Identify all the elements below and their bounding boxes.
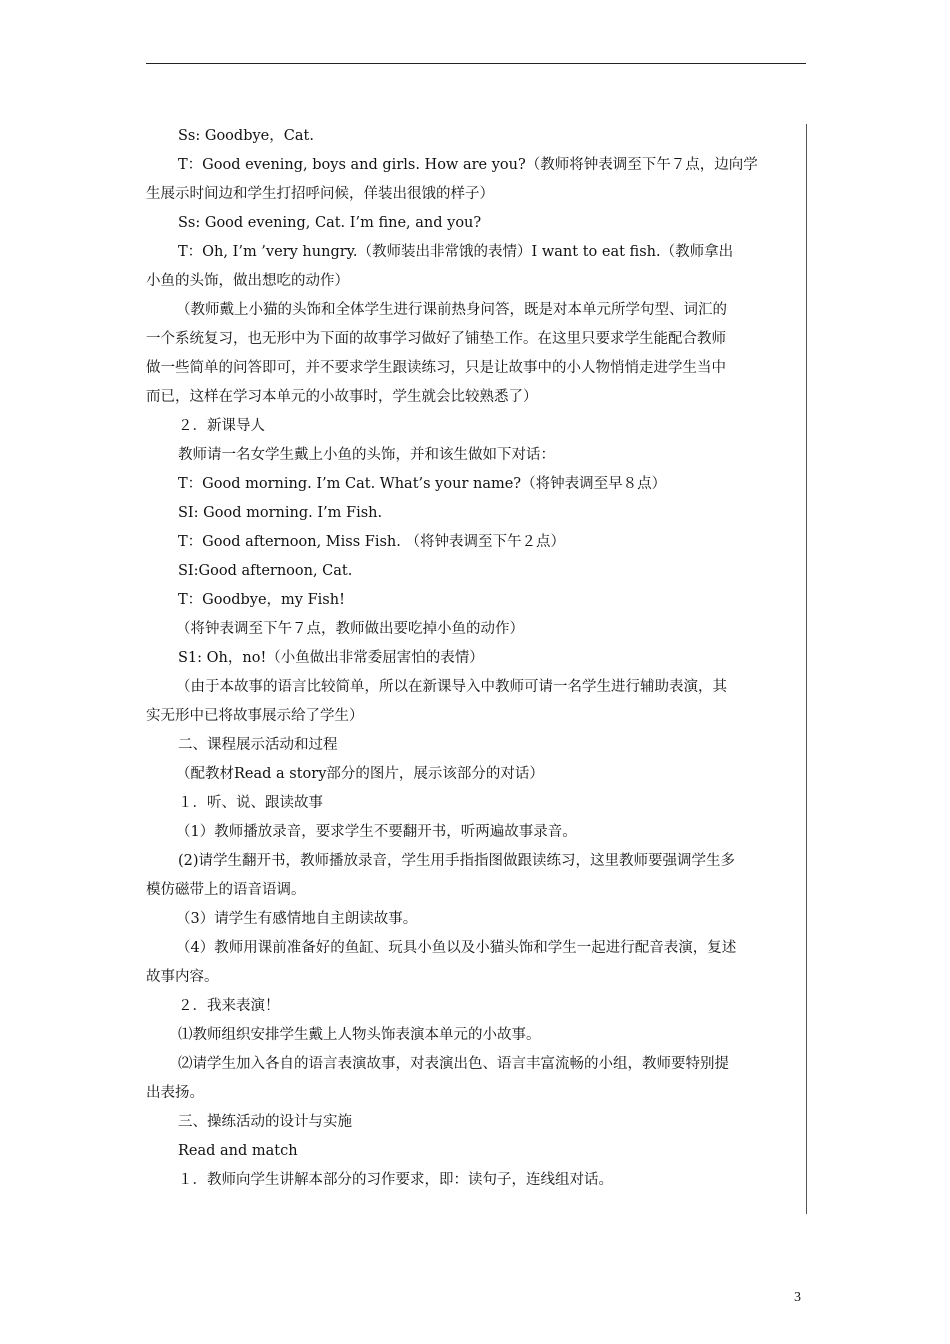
document-body	[146, 122, 806, 1195]
step-line-continued: 故事内容。	[146, 969, 219, 985]
step-line-continued: 出表扬。	[146, 1085, 204, 1101]
dialogue-line-continued: 生展示时间边和学生打招呼问候，佯装出很饿的样子）	[146, 186, 494, 202]
dialogue-line: S1: Oh，no!（小鱼做出非常委屈害怕的表情）	[178, 650, 484, 666]
page-number: 3	[794, 1290, 801, 1305]
note-paragraph-line: 一个系统复习，也无形中为下面的故事学习做好了铺垫工作。在这里只要求学生能配合教师	[146, 331, 726, 347]
section-heading: １．听、说、跟读故事	[178, 795, 323, 811]
note-paragraph-line: （由于本故事的语言比较简单，所以在新课导入中教师可请一名学生进行辅助表演，其	[176, 679, 727, 695]
step-line: （3）请学生有感情地自主朗读故事。	[176, 911, 418, 927]
note-paragraph-line: 实无形中已将故事展示给了学生）	[146, 708, 364, 724]
dialogue-line: T：Good afternoon, Miss Fish. （将钟表调至下午２点）	[178, 534, 565, 550]
step-line: （1）教师播放录音，要求学生不要翻开书，听两遍故事录音。	[176, 824, 577, 840]
section-heading: 二、课程展示活动和过程	[178, 737, 338, 753]
step-line: ⑴教师组织安排学生戴上人物头饰表演本单元的小故事。	[178, 1027, 541, 1043]
dialogue-line: T：Good morning. I’m Cat. What’s your name?（将钟表调至早８点）	[178, 476, 667, 492]
header-rule	[146, 63, 806, 64]
dialogue-line: T：Good evening, boys and girls. How are you?（教师将钟表调至下午７点，边向学	[178, 157, 758, 173]
dialogue-line: T：Goodbye，my Fish!	[178, 592, 345, 608]
step-line-continued: 模仿磁带上的语音语调。	[146, 882, 306, 898]
section-heading: ２．我来表演！	[178, 998, 280, 1014]
dialogue-line: Ss: Good evening, Cat. I’m fine, and you?	[178, 215, 482, 231]
dialogue-line: SI: Good morning. I’m Fish.	[178, 505, 383, 521]
note-paragraph-line: 做一些简单的问答即可，并不要求学生跟读练习，只是让故事中的小人物悄悄走进学生当中	[146, 360, 726, 376]
step-line: (2)请学生翻开书，教师播放录音，学生用手指指图做跟读练习，这里教师要强调学生多	[178, 853, 736, 869]
step-line: ⑵请学生加入各自的语言表演故事，对表演出色、语言丰富流畅的小组，教师要特别提	[178, 1056, 729, 1072]
step-line: １．教师向学生讲解本部分的习作要求，即：读句子，连线组对话。	[178, 1172, 613, 1188]
paragraph-line: 教师请一名女学生戴上小鱼的头饰，并和该生做如下对话：	[178, 447, 555, 463]
section-heading: 三、操练活动的设计与实施	[178, 1114, 352, 1130]
step-line: （4）教师用课前准备好的鱼缸、玩具小鱼以及小猫头饰和学生一起进行配音表演，复述	[176, 940, 737, 956]
note-paragraph-line: （教师戴上小猫的头饰和全体学生进行课前热身问答，既是对本单元所学句型、词汇的	[176, 302, 727, 318]
subsection-heading: Read and match	[178, 1143, 298, 1159]
margin-rule	[806, 124, 807, 1214]
dialogue-line: SI:Good afternoon, Cat.	[178, 563, 353, 579]
dialogue-line-continued: 小鱼的头饰，做出想吃的动作）	[146, 273, 349, 289]
dialogue-line: Ss: Goodbye，Cat.	[178, 128, 314, 144]
dialogue-line: T：Oh, I’m ’very hungry.（教师装出非常饿的表情）I want to eat fish.（教师拿出	[178, 244, 734, 260]
note-line: （配教材Read a story部分的图片，展示该部分的对话）	[176, 766, 544, 782]
section-heading: ２．新课导人	[178, 418, 265, 434]
note-paragraph-line: 而已，这样在学习本单元的小故事时，学生就会比较熟悉了）	[146, 389, 538, 405]
note-line: （将钟表调至下午７点，教师做出要吃掉小鱼的动作）	[176, 621, 524, 637]
